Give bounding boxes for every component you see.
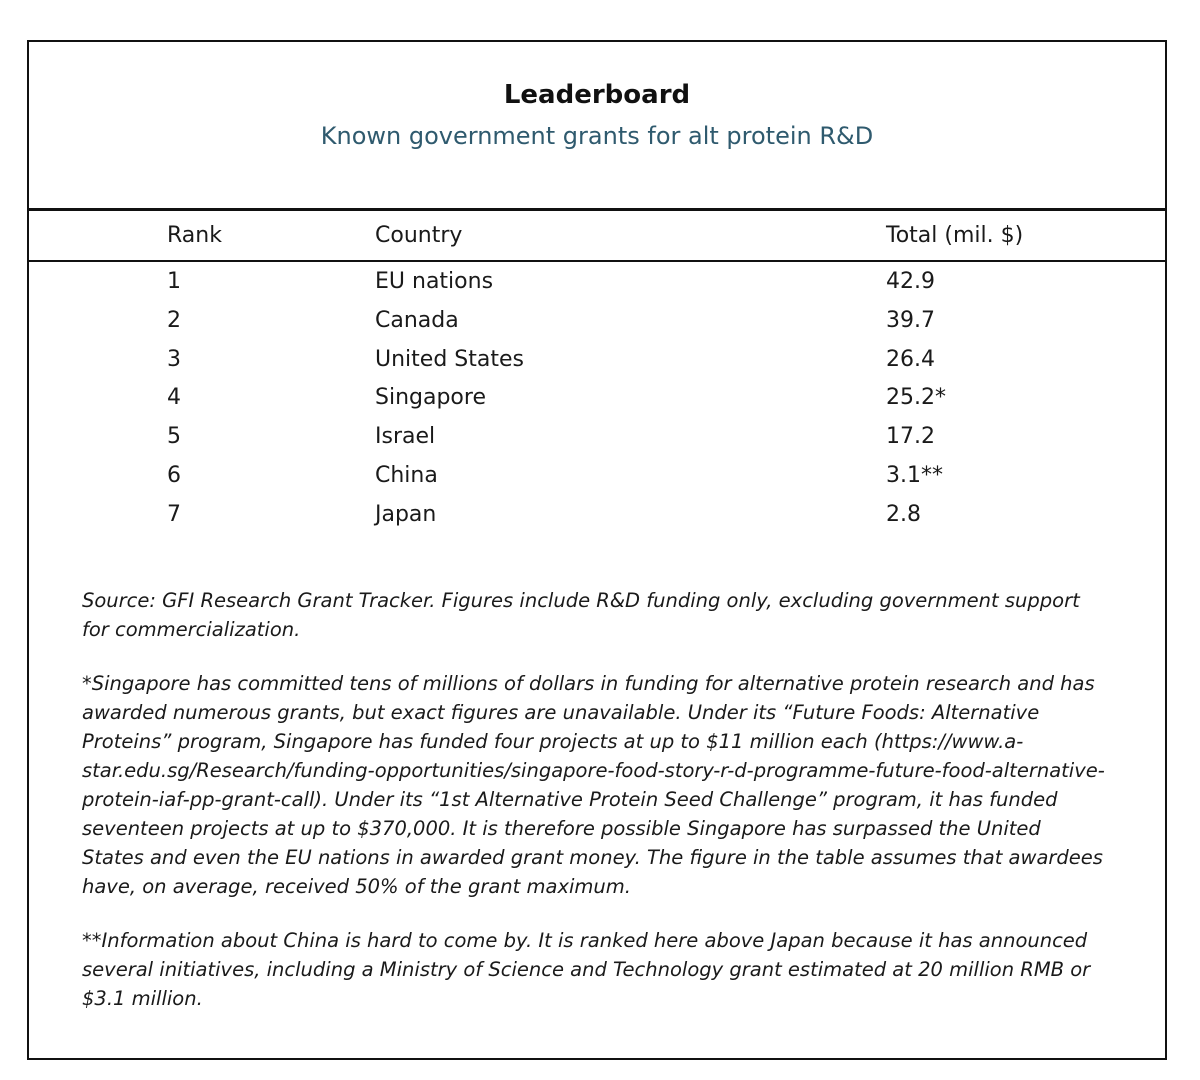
table-header [29, 211, 1165, 262]
country-cell: Canada [375, 307, 459, 333]
china-footnote: **Information about China is hard to come by. It is ranked here above Japan because it has announced several initiatives, including a Ministry of Science and Technology grant estimated at 20 million RMB or $3.1 million. [82, 929, 1091, 1010]
rank-cell: 6 [167, 462, 181, 488]
total-cell: 39.7 [886, 307, 935, 333]
rank-cell: 7 [167, 501, 181, 527]
rank-cell: 1 [167, 269, 181, 294]
table-row [29, 267, 1165, 306]
total-cell: 25.2* [886, 385, 946, 411]
column-header-total: Total (mil. $) [886, 223, 1024, 248]
country-cell: Japan [375, 501, 437, 527]
column-header-country: Country [375, 223, 463, 248]
leaderboard-card [27, 40, 1167, 1060]
table-row [29, 306, 1165, 345]
source-note: Source: GFI Research Grant Tracker. Figures include R&D funding only, excluding government support for commercialization. [82, 589, 1080, 641]
singapore-footnote: *Singapore has committed tens of millions of dollars in funding for alternative protein research and has awarded numerous grants, but exact figures are unavailable. Under its “Future Foods: Alternative Proteins” program, Singapore has funded four projects at up to $11 million each (https://www.a-star.edu.sg/Research/funding-opportunities/singapore-food-story-r-d-programme-future-food-alternative-protein-iaf-pp-grant-call). Under its “1st Alternative Protein Seed Challenge” program, it has funded seventeen projects at up to $370,000. It is therefore possible Singapore has surpassed the United States and even the EU nations in awarded grant money. The figure in the table assumes that awardees have, on average, received 50% of the grant maximum. [82, 672, 1105, 898]
total-cell: 3.1** [886, 462, 943, 488]
page-subtitle: Known government grants for alt protein R&D [320, 122, 874, 150]
table-row [29, 422, 1165, 461]
country-cell: Singapore [375, 385, 486, 411]
country-cell: EU nations [375, 269, 494, 294]
footnotes [82, 586, 1105, 1038]
table-row [29, 500, 1165, 539]
rank-cell: 3 [167, 346, 181, 372]
country-cell: China [375, 462, 438, 488]
table-row [29, 383, 1165, 422]
total-cell: 2.8 [886, 501, 921, 527]
column-header-rank: Rank [167, 223, 222, 248]
page-title: Leaderboard [503, 80, 691, 110]
rank-cell: 4 [167, 385, 181, 411]
table-row [29, 345, 1165, 384]
total-cell: 26.4 [886, 346, 935, 372]
total-cell: 42.9 [886, 269, 935, 294]
table-row [29, 461, 1165, 500]
rank-cell: 2 [167, 307, 181, 333]
country-cell: United States [375, 346, 524, 372]
country-cell: Israel [375, 424, 436, 450]
table-body [29, 267, 1165, 539]
rank-cell: 5 [167, 424, 181, 450]
total-cell: 17.2 [886, 424, 935, 450]
card-header [29, 42, 1165, 211]
